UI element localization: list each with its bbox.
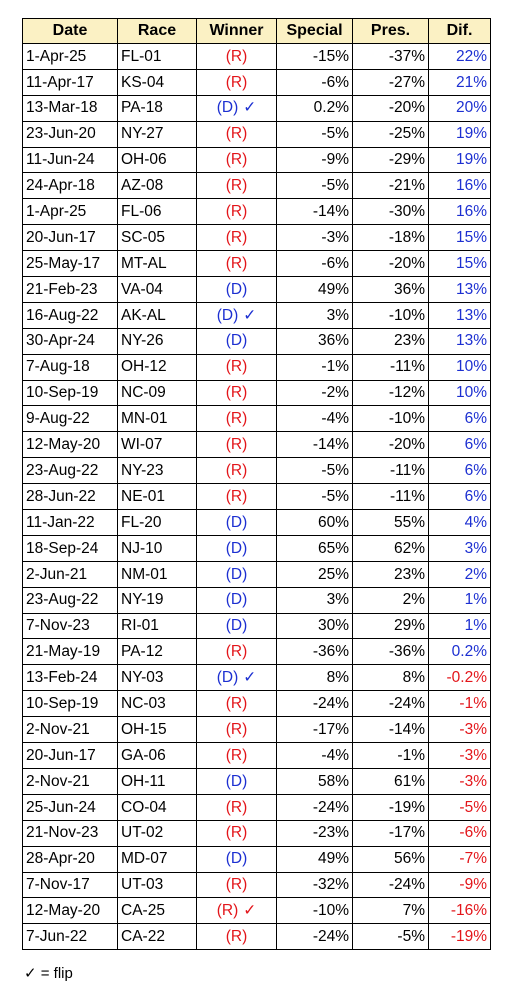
dif-cell: 1% [429,613,491,639]
table-row [23,717,491,743]
dif-cell: -1% [429,691,491,717]
winner-party-label: (D) [225,617,248,635]
winner-cell [197,691,277,717]
winner-party-label: (R) [225,410,248,428]
pres-cell: -1% [353,743,429,769]
pres-cell: -36% [353,639,429,665]
table-body [23,44,491,950]
pres-cell: -19% [353,794,429,820]
special-cell: -14% [277,199,353,225]
date-cell: 21-May-19 [23,639,118,665]
pres-cell: 56% [353,846,429,872]
dif-cell: 13% [429,328,491,354]
date-cell: 12-May-20 [23,432,118,458]
dif-cell: 16% [429,173,491,199]
date-cell: 21-Nov-23 [23,820,118,846]
winner-cell [197,44,277,70]
race-cell: GA-06 [118,743,197,769]
table-row [23,743,491,769]
winner-cell [197,717,277,743]
winner-cell [197,898,277,924]
date-cell: 13-Mar-18 [23,95,118,121]
race-cell: OH-12 [118,354,197,380]
race-cell: PA-18 [118,95,197,121]
race-cell: UT-02 [118,820,197,846]
race-cell: NJ-10 [118,535,197,561]
flip-check-icon: ✓ [243,306,257,324]
date-cell: 2-Nov-21 [23,768,118,794]
special-cell: -24% [277,924,353,950]
table-row [23,587,491,613]
table-row [23,768,491,794]
dif-cell: -16% [429,898,491,924]
winner-cell [197,484,277,510]
winner-cell [197,613,277,639]
winner-cell [197,561,277,587]
date-cell: 11-Apr-17 [23,69,118,95]
special-cell: -10% [277,898,353,924]
winner-cell [197,225,277,251]
dif-cell: 6% [429,484,491,510]
winner-cell [197,380,277,406]
winner-cell [197,846,277,872]
pres-cell: 7% [353,898,429,924]
winner-cell [197,432,277,458]
race-cell: NY-26 [118,328,197,354]
race-cell: OH-11 [118,768,197,794]
dif-cell: 10% [429,380,491,406]
race-cell: MT-AL [118,251,197,277]
race-cell: RI-01 [118,613,197,639]
table-row [23,872,491,898]
table-row [23,794,491,820]
special-cell: 25% [277,561,353,587]
special-cell: -32% [277,872,353,898]
winner-cell [197,354,277,380]
winner-party-label: (R) [225,228,248,246]
table-row [23,147,491,173]
winner-cell [197,328,277,354]
date-cell: 20-Jun-17 [23,743,118,769]
winner-cell [197,173,277,199]
special-cell: -6% [277,251,353,277]
date-cell: 13-Feb-24 [23,665,118,691]
pres-cell: -24% [353,691,429,717]
pres-cell: -5% [353,924,429,950]
pres-cell: -21% [353,173,429,199]
race-cell: MN-01 [118,406,197,432]
table-row [23,121,491,147]
winner-party-label: (D) [216,99,239,117]
winner-cell [197,251,277,277]
race-cell: OH-06 [118,147,197,173]
column-header-pres: Pres. [353,19,429,44]
dif-cell: 15% [429,251,491,277]
winner-party-label: (R) [225,876,248,894]
pres-cell: 2% [353,587,429,613]
race-cell: CA-22 [118,924,197,950]
dif-cell: 1% [429,587,491,613]
table-row [23,406,491,432]
dif-cell: 6% [429,432,491,458]
date-cell: 7-Nov-17 [23,872,118,898]
race-cell: MD-07 [118,846,197,872]
date-cell: 25-Jun-24 [23,794,118,820]
dif-cell: 10% [429,354,491,380]
special-cell: -17% [277,717,353,743]
date-cell: 24-Apr-18 [23,173,118,199]
pres-cell: 29% [353,613,429,639]
race-cell: UT-03 [118,872,197,898]
column-header-dif: Dif. [429,19,491,44]
race-cell: FL-06 [118,199,197,225]
table-row [23,639,491,665]
date-cell: 25-May-17 [23,251,118,277]
date-cell: 10-Sep-19 [23,380,118,406]
special-cell: -15% [277,44,353,70]
winner-party-label: (R) [225,384,248,402]
winner-party-label: (R) [225,151,248,169]
pres-cell: -10% [353,302,429,328]
pres-cell: 23% [353,561,429,587]
pres-cell: -20% [353,95,429,121]
winner-party-label: (R) [225,746,248,764]
pres-cell: 55% [353,510,429,536]
pres-cell: 36% [353,277,429,303]
table-row [23,613,491,639]
winner-cell [197,199,277,225]
winner-party-label: (R) [225,694,248,712]
winner-party-label: (R) [225,720,248,738]
date-cell: 12-May-20 [23,898,118,924]
dif-cell: 15% [429,225,491,251]
column-header-winner: Winner [197,19,277,44]
date-cell: 28-Jun-22 [23,484,118,510]
special-cell: -6% [277,69,353,95]
winner-cell [197,820,277,846]
table-row [23,225,491,251]
winner-party-label: (D) [216,669,239,687]
race-cell: VA-04 [118,277,197,303]
table-row [23,277,491,303]
winner-cell [197,768,277,794]
pres-cell: 61% [353,768,429,794]
date-cell: 7-Nov-23 [23,613,118,639]
column-header-race: Race [118,19,197,44]
table-row [23,561,491,587]
table-row [23,380,491,406]
dif-cell: 6% [429,406,491,432]
pres-cell: -24% [353,872,429,898]
date-cell: 7-Jun-22 [23,924,118,950]
dif-cell: 6% [429,458,491,484]
table-row [23,665,491,691]
winner-party-label: (R) [225,203,248,221]
dif-cell: 20% [429,95,491,121]
date-cell: 9-Aug-22 [23,406,118,432]
race-cell: CA-25 [118,898,197,924]
race-cell: WI-07 [118,432,197,458]
winner-party-label: (R) [225,824,248,842]
special-cell: 0.2% [277,95,353,121]
race-cell: NC-09 [118,380,197,406]
winner-party-label: (R) [225,358,248,376]
date-cell: 1-Apr-25 [23,199,118,225]
date-cell: 7-Aug-18 [23,354,118,380]
special-cell: 36% [277,328,353,354]
winner-cell [197,121,277,147]
pres-cell: -11% [353,354,429,380]
race-cell: NY-03 [118,665,197,691]
date-cell: 23-Aug-22 [23,458,118,484]
dif-cell: 16% [429,199,491,225]
special-cell: -14% [277,432,353,458]
table-row [23,510,491,536]
date-cell: 16-Aug-22 [23,302,118,328]
special-cell: -5% [277,121,353,147]
race-cell: PA-12 [118,639,197,665]
winner-cell [197,743,277,769]
pres-cell: -30% [353,199,429,225]
winner-party-label: (D) [225,772,248,790]
table-row [23,354,491,380]
winner-cell [197,95,277,121]
dif-cell: -0.2% [429,665,491,691]
dif-cell: -9% [429,872,491,898]
winner-party-label: (D) [225,539,248,557]
pres-cell: 23% [353,328,429,354]
dif-cell: 21% [429,69,491,95]
special-cell: -24% [277,691,353,717]
special-cell: -5% [277,484,353,510]
date-cell: 28-Apr-20 [23,846,118,872]
date-cell: 20-Jun-17 [23,225,118,251]
race-cell: NC-03 [118,691,197,717]
winner-cell [197,302,277,328]
table-row [23,924,491,950]
winner-cell [197,69,277,95]
dif-cell: 22% [429,44,491,70]
dif-cell: 3% [429,535,491,561]
column-header-date: Date [23,19,118,44]
table-row [23,95,491,121]
dif-cell: 13% [429,302,491,328]
table-row [23,69,491,95]
special-elections-table [22,18,491,950]
pres-cell: -20% [353,251,429,277]
special-cell: -5% [277,458,353,484]
date-cell: 1-Apr-25 [23,44,118,70]
dif-cell: 13% [429,277,491,303]
special-cell: 3% [277,587,353,613]
winner-party-label: (R) [225,125,248,143]
special-cell: 3% [277,302,353,328]
date-cell: 18-Sep-24 [23,535,118,561]
special-cell: -2% [277,380,353,406]
special-cell: -36% [277,639,353,665]
winner-cell [197,277,277,303]
dif-cell: -19% [429,924,491,950]
date-cell: 11-Jan-22 [23,510,118,536]
race-cell: AK-AL [118,302,197,328]
pres-cell: 8% [353,665,429,691]
winner-party-label: (D) [225,850,248,868]
pres-cell: 62% [353,535,429,561]
winner-cell [197,639,277,665]
winner-cell [197,458,277,484]
special-cell: -9% [277,147,353,173]
special-cell: -4% [277,406,353,432]
dif-cell: 19% [429,121,491,147]
special-cell: -23% [277,820,353,846]
winner-cell [197,406,277,432]
date-cell: 30-Apr-24 [23,328,118,354]
dif-cell: -3% [429,717,491,743]
pres-cell: -37% [353,44,429,70]
flip-check-icon: ✓ [243,669,257,687]
special-cell: 49% [277,846,353,872]
dif-cell: -5% [429,794,491,820]
race-cell: NM-01 [118,561,197,587]
winner-party-label: (R) [225,436,248,454]
winner-party-label: (D) [225,565,248,583]
special-cell: -5% [277,173,353,199]
winner-party-label: (R) [225,643,248,661]
winner-party-label: (R) [225,798,248,816]
winner-party-label: (D) [225,591,248,609]
pres-cell: -17% [353,820,429,846]
winner-party-label: (D) [225,332,248,350]
flip-footnote: ✓ = flip [24,965,73,982]
table-row [23,484,491,510]
flip-check-icon: ✓ [243,99,257,117]
special-cell: 65% [277,535,353,561]
table-row [23,535,491,561]
special-cell: -3% [277,225,353,251]
date-cell: 21-Feb-23 [23,277,118,303]
race-cell: FL-20 [118,510,197,536]
special-cell: 60% [277,510,353,536]
column-header-special: Special [277,19,353,44]
race-cell: OH-15 [118,717,197,743]
dif-cell: -3% [429,743,491,769]
winner-party-label: (R) [225,461,248,479]
pres-cell: -11% [353,458,429,484]
winner-party-label: (D) [216,306,239,324]
date-cell: 2-Nov-21 [23,717,118,743]
winner-party-label: (R) [225,927,248,945]
table-row [23,251,491,277]
table-row [23,820,491,846]
pres-cell: -20% [353,432,429,458]
pres-cell: -27% [353,69,429,95]
date-cell: 11-Jun-24 [23,147,118,173]
winner-party-label: (R) [225,254,248,272]
winner-cell [197,872,277,898]
winner-party-label: (R) [225,487,248,505]
pres-cell: -18% [353,225,429,251]
table-row [23,44,491,70]
pres-cell: -29% [353,147,429,173]
race-cell: NY-23 [118,458,197,484]
table-row [23,328,491,354]
special-cell: 8% [277,665,353,691]
special-cell: 58% [277,768,353,794]
winner-party-label: (R) [225,177,248,195]
winner-party-label: (R) [225,73,248,91]
date-cell: 2-Jun-21 [23,561,118,587]
race-cell: NY-27 [118,121,197,147]
race-cell: NE-01 [118,484,197,510]
date-cell: 10-Sep-19 [23,691,118,717]
pres-cell: -11% [353,484,429,510]
winner-cell [197,535,277,561]
dif-cell: -6% [429,820,491,846]
special-cell: -24% [277,794,353,820]
pres-cell: -14% [353,717,429,743]
race-cell: FL-01 [118,44,197,70]
dif-cell: 2% [429,561,491,587]
race-cell: KS-04 [118,69,197,95]
pres-cell: -12% [353,380,429,406]
dif-cell: 19% [429,147,491,173]
race-cell: AZ-08 [118,173,197,199]
dif-cell: -7% [429,846,491,872]
special-cell: -4% [277,743,353,769]
date-cell: 23-Jun-20 [23,121,118,147]
winner-cell [197,924,277,950]
special-cell: 49% [277,277,353,303]
race-cell: CO-04 [118,794,197,820]
winner-party-label: (D) [225,280,248,298]
race-cell: SC-05 [118,225,197,251]
table-row [23,199,491,225]
pres-cell: -10% [353,406,429,432]
dif-cell: 0.2% [429,639,491,665]
pres-cell: -25% [353,121,429,147]
dif-cell: -3% [429,768,491,794]
special-cell: -1% [277,354,353,380]
date-cell: 23-Aug-22 [23,587,118,613]
winner-party-label: (R) [225,47,248,65]
table-row [23,846,491,872]
dif-cell: 4% [429,510,491,536]
table-row [23,432,491,458]
winner-cell [197,510,277,536]
table-row [23,458,491,484]
table-row [23,691,491,717]
header-row [23,19,491,44]
winner-cell [197,587,277,613]
table-row [23,173,491,199]
table-row [23,302,491,328]
race-cell: NY-19 [118,587,197,613]
winner-party-label: (D) [225,513,248,531]
winner-cell [197,794,277,820]
flip-check-icon: ✓ [243,902,257,920]
special-cell: 30% [277,613,353,639]
winner-cell [197,665,277,691]
winner-cell [197,147,277,173]
table-row [23,898,491,924]
winner-party-label: (R) [216,902,239,920]
